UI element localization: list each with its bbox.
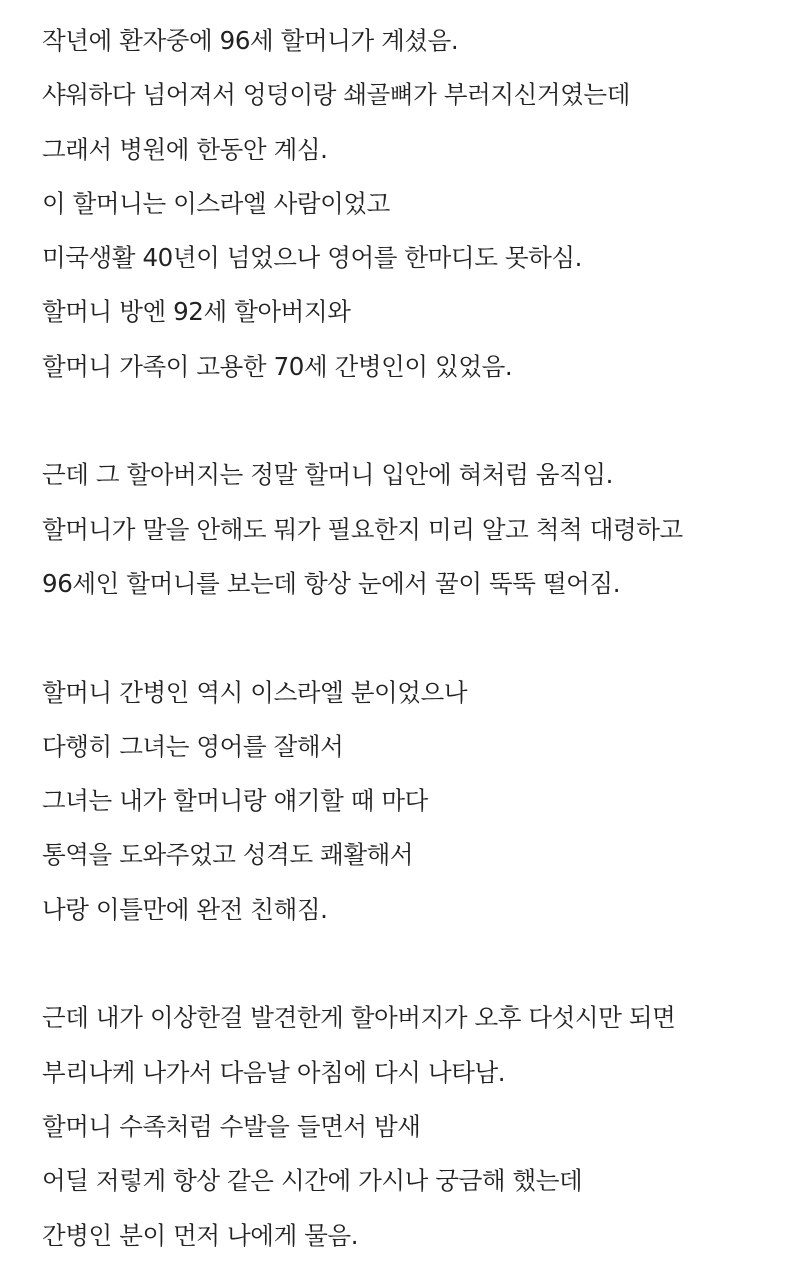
text-line: 작년에 환자중에 96세 할머니가 계셨음. [42, 26, 459, 55]
paragraph-gap [42, 941, 800, 995]
text-line: 미국생활 40년이 넘었으나 영어를 한마디도 못하심. [42, 243, 583, 273]
text-line: 할머니 방엔 92세 할아버지와 [42, 297, 351, 327]
paragraph-gap [42, 615, 800, 669]
text-line: 어딜 저렇게 항상 같은 시간에 가시나 궁금해 했는데 [42, 1166, 583, 1196]
text-line: 통역을 도와주었고 성격도 쾌활해서 [42, 840, 414, 870]
text-line: 다행히 그녀는 영어를 잘해서 [42, 731, 344, 761]
text-line: 할머니 수족처럼 수발을 들면서 밤새 [42, 1111, 421, 1141]
text-line: 샤워하다 넘어져서 엉덩이랑 쇄골뼈가 부러지신거였는데 [42, 80, 630, 110]
text-line: 부리나케 나가서 다음날 아침에 다시 나타남. [42, 1057, 506, 1087]
text-line: 이 할머니는 이스라엘 사람이었고 [42, 188, 390, 218]
text-line: 간병인 분이 먼저 나에게 물음. [42, 1220, 359, 1250]
paragraph [42, 670, 800, 941]
paragraph-gap [42, 398, 800, 452]
text-line: 나랑 이틀만에 완전 친해짐. [42, 894, 328, 924]
text-line: 그래서 병원에 한동안 계심. [42, 134, 328, 164]
text-line: 할머니가 말을 안해도 뭐가 필요한지 미리 알고 척척 대령하고 [42, 514, 683, 544]
text-line: 근데 내가 이상한걸 발견한게 할아버지가 오후 다섯시만 되면 [42, 1003, 676, 1033]
text-line: 할머니 간병인 역시 이스라엘 분이었으나 [42, 677, 468, 707]
text-line: 96세인 할머니를 보는데 항상 눈에서 꿀이 뚝뚝 떨어짐. [42, 568, 621, 598]
paragraph [42, 18, 800, 398]
text-line: 근데 그 할아버지는 정말 할머니 입안에 혀처럼 움직임. [42, 460, 613, 490]
paragraph [42, 995, 800, 1266]
text-line: 할머니 가족이 고용한 70세 간병인이 있었음. [42, 351, 513, 381]
text-line: 그녀는 내가 할머니랑 얘기할 때 마다 [42, 786, 428, 816]
paragraph [42, 452, 800, 615]
